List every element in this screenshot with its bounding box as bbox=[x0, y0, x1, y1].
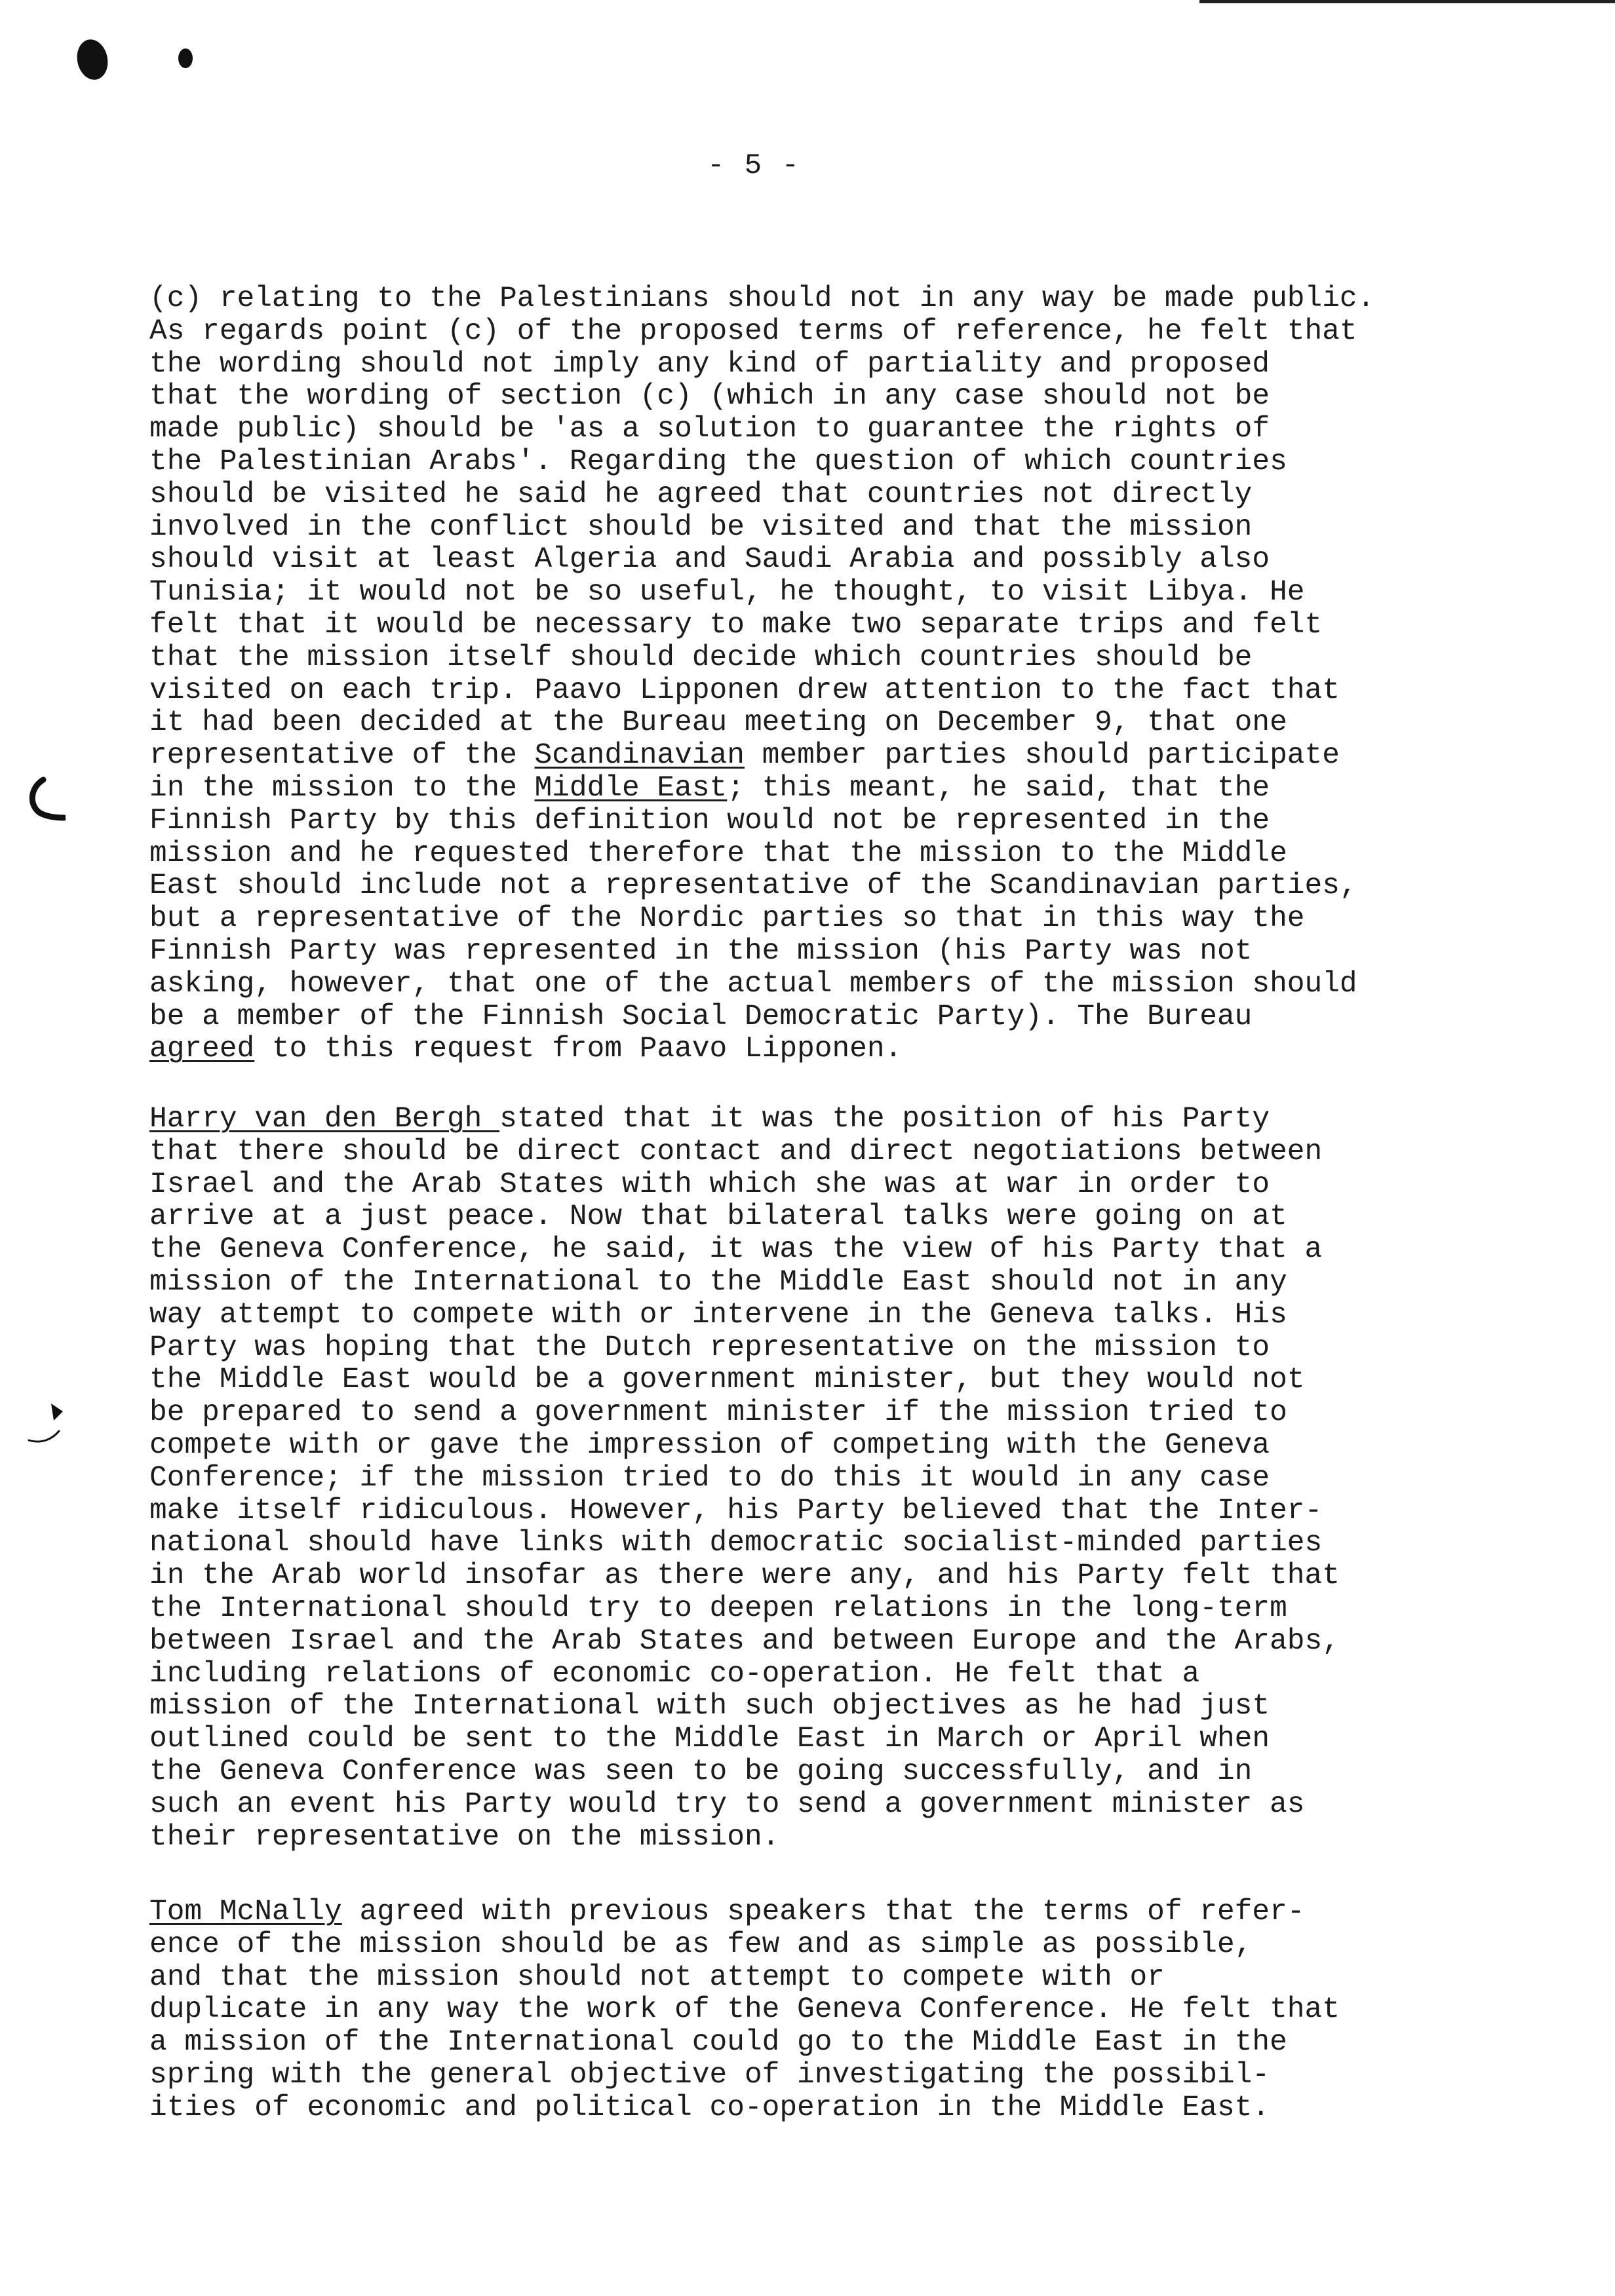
text-segment: involved in the conflict should be visited and that the mission bbox=[149, 510, 1253, 544]
text-segment: agreed with previous speakers that the terms of refer- bbox=[341, 1896, 1305, 1928]
text-line bbox=[149, 903, 1539, 936]
paragraph bbox=[149, 1103, 1539, 1854]
text-segment: that the wording of section (c) (which in any case should not be bbox=[149, 380, 1270, 413]
text-line bbox=[149, 1201, 1539, 1234]
text-line bbox=[149, 1103, 1539, 1136]
text-segment: Israel and the Arab States with which she was at war in order to bbox=[149, 1168, 1270, 1201]
text-segment: made public) should be 'as a solution to guarantee the rights of bbox=[149, 413, 1270, 446]
text-line bbox=[149, 1822, 1539, 1854]
text-line bbox=[149, 283, 1539, 316]
text-line bbox=[149, 577, 1539, 609]
text-segment: visited on each trip. Paavo Lipponen drew attention to the fact that bbox=[149, 674, 1340, 707]
text-line bbox=[149, 413, 1539, 446]
text-line bbox=[149, 1593, 1539, 1626]
text-line bbox=[149, 1332, 1539, 1365]
text-segment: make itself ridiculous. However, his Party believed that the Inter- bbox=[149, 1494, 1323, 1527]
top-edge-rule bbox=[1199, 0, 1615, 3]
margin-bracket-mark bbox=[26, 1401, 72, 1460]
text-segment: a mission of the International could go to the Middle East in the bbox=[149, 2026, 1287, 2059]
text-line bbox=[149, 446, 1539, 479]
text-line bbox=[149, 1001, 1539, 1034]
text-line bbox=[149, 1430, 1539, 1463]
text-segment: national should have links with democratic socialist-minded parties bbox=[149, 1527, 1323, 1560]
punch-hole-mark bbox=[73, 37, 111, 83]
text-segment: arrive at a just peace. Now that bilateral talks were going on at bbox=[149, 1200, 1287, 1234]
text-segment: the wording should not imply any kind of partiality and proposed bbox=[149, 347, 1270, 381]
text-line bbox=[149, 1560, 1539, 1593]
text-segment: member parties should participate bbox=[744, 739, 1340, 773]
text-segment: As regards point (c) of the proposed terms of reference, he felt that bbox=[149, 315, 1357, 348]
text-segment: in the Arab world insofar as there were any, and his Party felt that bbox=[149, 1559, 1340, 1593]
text-segment: the Geneva Conference, he said, it was the view of his Party that a bbox=[149, 1233, 1323, 1267]
text-line bbox=[149, 1962, 1539, 1995]
text-line bbox=[149, 1789, 1539, 1822]
text-segment: Tunisia; it would not be so useful, he thought, to visit Libya. He bbox=[149, 576, 1305, 609]
text-segment: the Palestinian Arabs'. Regarding the question of which countries bbox=[149, 445, 1287, 478]
text-line bbox=[149, 805, 1539, 838]
text-segment: representative of the bbox=[149, 739, 535, 773]
text-line bbox=[149, 1527, 1539, 1560]
text-segment: including relations of economic co-operation. He felt that a bbox=[149, 1657, 1200, 1691]
text-line bbox=[149, 1929, 1539, 1962]
text-line bbox=[149, 1267, 1539, 1299]
text-line bbox=[149, 1756, 1539, 1789]
text-segment: it had been decided at the Bureau meeting on December 9, that one bbox=[149, 706, 1287, 740]
text-line bbox=[149, 479, 1539, 512]
text-line bbox=[149, 609, 1539, 642]
page-number: - 5 - bbox=[707, 149, 801, 182]
text-segment: ities of economic and political co-operation in the Middle East. bbox=[149, 2091, 1270, 2124]
text-segment: East should include not a representative of the Scandinavian parties, bbox=[149, 870, 1357, 903]
text-segment: mission of the International with such objectives as he had just bbox=[149, 1690, 1270, 1723]
text-line bbox=[149, 936, 1539, 968]
text-segment: be prepared to send a government minister if the mission tried to bbox=[149, 1396, 1287, 1430]
paragraph bbox=[149, 283, 1539, 1066]
text-segment: Finnish Party by this definition would not be represented in the bbox=[149, 804, 1270, 837]
text-line bbox=[149, 2092, 1539, 2125]
text-line bbox=[149, 1495, 1539, 1528]
text-segment: and that the mission should not attempt to compete with or bbox=[149, 1961, 1165, 1994]
text-segment: ence of the mission should be as few and as simple as possible, bbox=[149, 1928, 1253, 1961]
text-line bbox=[149, 1364, 1539, 1397]
text-line bbox=[149, 870, 1539, 903]
text-segment: to this request from Paavo Lipponen. bbox=[254, 1033, 903, 1066]
text-line bbox=[149, 381, 1539, 413]
text-line bbox=[149, 1691, 1539, 1723]
text-line bbox=[149, 512, 1539, 545]
text-segment: outlined could be sent to the Middle East in March or April when bbox=[149, 1723, 1270, 1756]
text-segment: such an event his Party would try to send a government minister as bbox=[149, 1788, 1305, 1821]
text-segment: spring with the general objective of investigating the possibil- bbox=[149, 2058, 1270, 2092]
underlined-text: Scandinavian bbox=[534, 739, 745, 773]
text-line bbox=[149, 316, 1539, 349]
text-segment: the Middle East would be a government minister, but they would not bbox=[149, 1364, 1305, 1397]
text-segment: duplicate in any way the work of the Geneva Conference. He felt that bbox=[149, 1993, 1340, 2027]
text-segment: should visit at least Algeria and Saudi Arabia and possibly also bbox=[149, 543, 1270, 577]
text-line bbox=[149, 968, 1539, 1001]
text-line bbox=[149, 1994, 1539, 2027]
paragraph bbox=[149, 1896, 1539, 2125]
text-segment: felt that it would be necessary to make two separate trips and felt bbox=[149, 608, 1323, 641]
text-line bbox=[149, 773, 1539, 805]
text-line bbox=[149, 1033, 1539, 1066]
text-line bbox=[149, 707, 1539, 740]
text-line bbox=[149, 349, 1539, 381]
text-segment: ; this meant, he said, that the bbox=[727, 771, 1270, 805]
text-line bbox=[149, 838, 1539, 871]
punch-hole-mark bbox=[178, 48, 193, 68]
text-line bbox=[149, 740, 1539, 773]
text-segment: between Israel and the Arab States and between Europe and the Arabs, bbox=[149, 1624, 1340, 1658]
underlined-text: Harry van den Bergh bbox=[149, 1103, 500, 1136]
text-line bbox=[149, 1658, 1539, 1691]
text-segment: Conference; if the mission tried to do this it would in any case bbox=[149, 1461, 1270, 1495]
text-line bbox=[149, 2027, 1539, 2059]
text-line bbox=[149, 1397, 1539, 1430]
text-line bbox=[149, 1169, 1539, 1202]
text-line bbox=[149, 1463, 1539, 1495]
underlined-text: Middle East bbox=[534, 771, 728, 805]
text-segment: should be visited he said he agreed that countries not directly bbox=[149, 478, 1253, 511]
text-line bbox=[149, 1896, 1539, 1929]
text-line bbox=[149, 642, 1539, 675]
text-line bbox=[149, 1723, 1539, 1756]
text-line bbox=[149, 1136, 1539, 1169]
text-segment: be a member of the Finnish Social Democratic Party). The Bureau bbox=[149, 1000, 1253, 1033]
underlined-text: agreed bbox=[149, 1033, 255, 1066]
text-line bbox=[149, 1299, 1539, 1332]
text-segment: mission of the International to the Middle East should not in any bbox=[149, 1265, 1287, 1299]
text-line bbox=[149, 675, 1539, 708]
text-segment: but a representative of the Nordic parties so that in this way the bbox=[149, 902, 1305, 936]
text-segment: mission and he requested therefore that the mission to the Middle bbox=[149, 837, 1287, 870]
text-segment: the Geneva Conference was seen to be going successfully, and in bbox=[149, 1755, 1253, 1788]
text-line bbox=[149, 544, 1539, 577]
text-line bbox=[149, 1234, 1539, 1267]
text-segment: that there should be direct contact and direct negotiations between bbox=[149, 1135, 1323, 1168]
text-segment: their representative on the mission. bbox=[149, 1820, 780, 1854]
text-segment: compete with or gave the impression of competing with the Geneva bbox=[149, 1428, 1270, 1462]
text-line bbox=[149, 2059, 1539, 2092]
underlined-text: Tom McNally bbox=[149, 1896, 342, 1928]
text-segment: in the mission to the bbox=[149, 771, 535, 805]
text-segment: stated that it was the position of his Party bbox=[499, 1103, 1270, 1136]
text-segment: Finnish Party was represented in the mission (his Party was not bbox=[149, 934, 1253, 968]
text-segment: way attempt to compete with or intervene in the Geneva talks. His bbox=[149, 1298, 1287, 1331]
text-line bbox=[149, 1626, 1539, 1658]
text-segment: that the mission itself should decide which countries should be bbox=[149, 641, 1253, 674]
margin-bracket-mark bbox=[26, 776, 66, 828]
text-segment: Party was hoping that the Dutch representative on the mission to bbox=[149, 1331, 1270, 1364]
text-segment: asking, however, that one of the actual members of the mission should bbox=[149, 967, 1357, 1001]
text-segment: (c) relating to the Palestinians should not in any way be made public. bbox=[149, 282, 1375, 315]
text-segment: the International should try to deepen relations in the long-term bbox=[149, 1592, 1287, 1625]
